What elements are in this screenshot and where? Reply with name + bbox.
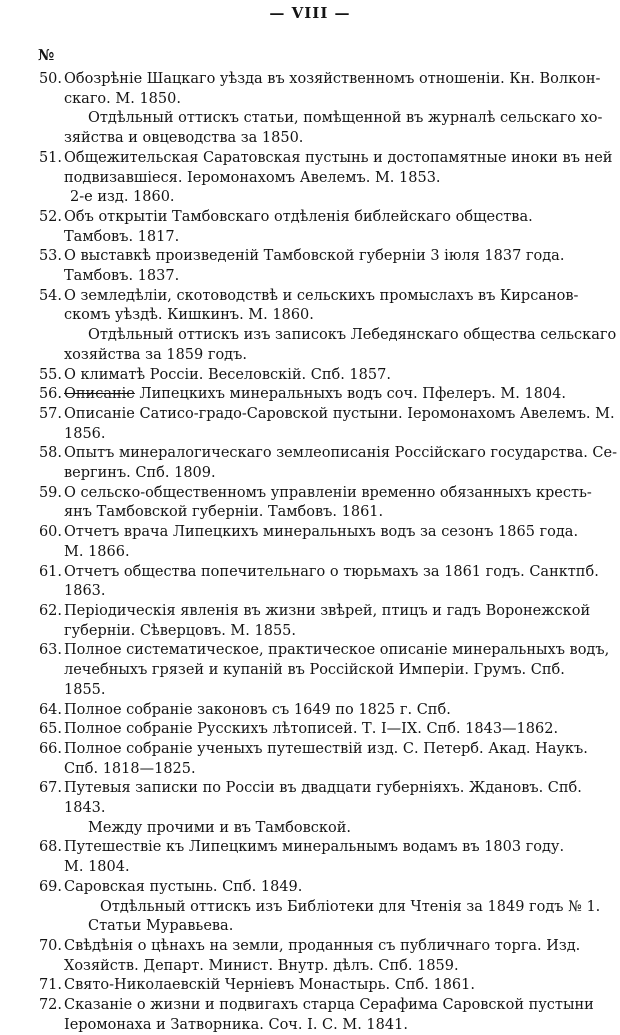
bibliography-entry — [34, 996, 600, 1035]
entry-number: 58. — [38, 445, 62, 462]
bibliography-entry — [34, 838, 600, 877]
entry-number: 70. — [38, 937, 62, 954]
bibliography-entry — [34, 602, 600, 641]
entry-number: 67. — [38, 780, 62, 797]
entry-text-line: губерніи. Сѣверцовъ. М. 1855. — [64, 622, 297, 639]
entry-text-line: Тамбовъ. 1817. — [64, 228, 180, 245]
entry-text-line: 1843. — [64, 800, 106, 817]
entry-number: 60. — [38, 524, 62, 541]
struck-word: Описаніе — [64, 386, 135, 403]
bibliography-entry — [34, 484, 600, 523]
bibliography-entry — [34, 937, 600, 976]
entry-text-line: Періодическія явленія въ жизни звѣрей, птицъ и гадъ Воронежской — [64, 602, 591, 619]
entry-text-line: Обозрѣніе Шацкаго уѣзда въ хозяйственномъ отношеніи. Кн. Волкон- — [64, 71, 601, 87]
bibliography-list — [34, 70, 618, 1035]
bibliography-entry — [34, 385, 600, 405]
bibliography-entry — [34, 878, 600, 937]
entry-text-line: Спб. 1818—1825. — [64, 760, 196, 777]
entry-text-line: 1855. — [64, 681, 106, 698]
entry-text-line: Полное систематическое, практическое описаніе минеральныхъ водъ, — [64, 642, 610, 659]
entry-text-line: Полное собраніе Русскихъ лѣтописей. Т. I—IX. Спб. 1843—1862. — [64, 721, 559, 738]
entry-text-line: вергинъ. Спб. 1809. — [64, 465, 216, 482]
entry-text-line: Саровская пустынь. Спб. 1849. — [64, 878, 303, 895]
entry-note: зяйства и овцеводства за 1850. — [64, 130, 304, 147]
number-sign: № — [38, 46, 55, 64]
entry-text-line: Свято-Николаевскій Черніевъ Монастырь. Спб. 1861. — [64, 977, 475, 994]
entry-text-line: Свѣдѣнія о цѣнахъ на земли, проданныя съ публичнаго торга. Изд. — [64, 937, 581, 954]
bibliography-entry — [34, 444, 618, 483]
entry-number: 52. — [38, 208, 62, 225]
entry-text-line: Полное собраніе законовъ съ 1649 по 1825 г. Спб. — [64, 701, 451, 718]
entry-text-line: 1856. — [64, 425, 106, 442]
bibliography-entry — [34, 366, 600, 386]
bibliography-entry — [34, 208, 600, 247]
entry-note: хозяйства за 1859 годъ. — [64, 346, 247, 363]
entry-text-line: О сельско-общественномъ управленіи временно обязанныхъ кресть- — [64, 484, 592, 501]
bibliography-entry — [34, 779, 600, 838]
entry-text-line: Описаніе Сатисо-градо-Саровской пустыни. Іеромонахомъ Авелемъ. М. — [64, 405, 615, 422]
entry-number: 53. — [38, 248, 62, 265]
entry-number: 72. — [38, 997, 62, 1014]
entry-text-line: Тамбовъ. 1837. — [64, 268, 180, 285]
entry-text-line: скомъ уѣздѣ. Кишкинъ. М. 1860. — [64, 307, 314, 324]
entry-text-line: Хозяйств. Департ. Минист. Внутр. дѣлъ. Спб. 1859. — [64, 957, 459, 974]
bibliography-entry — [34, 247, 600, 286]
entry-note: Статьи Муравьева. — [88, 918, 234, 935]
entry-text-line: Общежительская Саратовская пустынь и достопамятные иноки въ ней — [64, 149, 613, 166]
entry-text-line: Путешествіе къ Липецкимъ минеральнымъ водамъ въ 1803 году. — [64, 839, 565, 856]
entry-text-line: Отчетъ врача Липецкихъ минеральныхъ водъ за сезонъ 1865 года. — [64, 524, 579, 541]
entry-note: Отдѣльный оттискъ статьи, помѣщенной въ журналѣ сельскаго хо- — [88, 110, 603, 127]
entry-text-line: янъ Тамбовской губерніи. Тамбовъ. 1861. — [64, 504, 384, 521]
bibliography-entry — [34, 701, 600, 721]
entry-number: 64. — [38, 701, 62, 718]
entry-text-line: скаго. М. 1850. — [64, 90, 181, 107]
bibliography-entry — [34, 287, 617, 366]
entry-number: 55. — [38, 366, 62, 383]
entry-number: 57. — [38, 405, 62, 422]
entry-text-line — [64, 385, 600, 405]
entry-text-rest: Липецкихъ минеральныхъ водъ соч. Пфелеръ. М. 1804. — [134, 386, 566, 403]
entry-number: 65. — [38, 721, 62, 738]
bibliography-entry — [34, 720, 600, 740]
entry-text-line: Іеромонаха и Затворника. Соч. I. С. М. 1841. — [64, 1016, 408, 1033]
entry-number: 62. — [38, 602, 62, 619]
entry-number: 69. — [38, 878, 62, 895]
page-number: — VIII — — [269, 4, 351, 22]
entry-text-line: Опытъ минералогическаго землеописанія Россійскаго государства. Се- — [64, 445, 618, 462]
bibliography-entry — [34, 523, 600, 562]
bibliography-entry — [34, 740, 600, 779]
entry-text-line: подвизавшіеся. Іеромонахомъ Авелемъ. М. 1853. — [64, 169, 441, 186]
entry-number: 66. — [38, 740, 62, 757]
entry-number: 71. — [38, 977, 62, 994]
entry-text-line: М. 1804. — [64, 859, 130, 876]
bibliography-entry — [34, 976, 600, 996]
entry-number: 68. — [38, 839, 62, 856]
entry-text-line: Полное собраніе ученыхъ путешествій изд. С. Петерб. Акад. Наукъ. — [64, 740, 588, 757]
entry-text-line: Объ открытіи Тамбовскаго отдѣленія библейскаго общества. — [64, 208, 533, 225]
bibliography-entry — [34, 405, 615, 444]
entry-text-line: О климатѣ Россіи. Веселовскій. Спб. 1857. — [64, 366, 391, 383]
bibliography-entry — [34, 70, 603, 149]
entry-text-line: Сказаніе о жизни и подвигахъ старца Серафима Саровской пустыни — [64, 997, 594, 1014]
entry-number: 54. — [38, 287, 62, 304]
entry-text-line: М. 1866. — [64, 543, 130, 560]
entry-text-line: О выставкѣ произведеній Тамбовской губерніи 3 іюля 1837 года. — [64, 248, 565, 265]
bibliography-entry — [34, 563, 600, 602]
entry-text-line: лечебныхъ грязей и купаній въ Россійской Имперіи. Грумъ. Спб. — [64, 662, 565, 679]
entry-note: Отдѣльный оттискъ изъ записокъ Лебедянскаго общества сельскаго — [88, 327, 617, 344]
entry-number: 61. — [38, 563, 62, 580]
entry-text-line: Путевыя записки по Россіи въ двадцати губерніяхъ. Ждановъ. Спб. — [64, 780, 582, 797]
entry-text-line: Отчетъ общества попечительнаго о тюрьмахъ за 1861 годъ. Санктпб. — [64, 563, 599, 580]
entry-number: 59. — [38, 484, 62, 501]
entry-note: Между прочими и въ Тамбовской. — [88, 819, 351, 836]
bibliography-entry — [34, 641, 610, 700]
entry-number: 63. — [38, 642, 62, 659]
entry-note: Отдѣльный оттискъ изъ Библіотеки для Чтенія за 1849 годъ № 1. — [100, 898, 601, 915]
entry-number: 50. — [38, 71, 62, 87]
entry-text-line: 1863. — [64, 583, 106, 600]
entry-edition-note: 2-е изд. 1860. — [70, 189, 175, 206]
entry-text-line: О земледѣліи, скотоводствѣ и сельскихъ промыслахъ въ Кирсанов- — [64, 287, 579, 304]
entry-number: 51. — [38, 149, 62, 166]
entry-number: 56. — [38, 386, 62, 403]
bibliography-entry — [34, 149, 613, 208]
